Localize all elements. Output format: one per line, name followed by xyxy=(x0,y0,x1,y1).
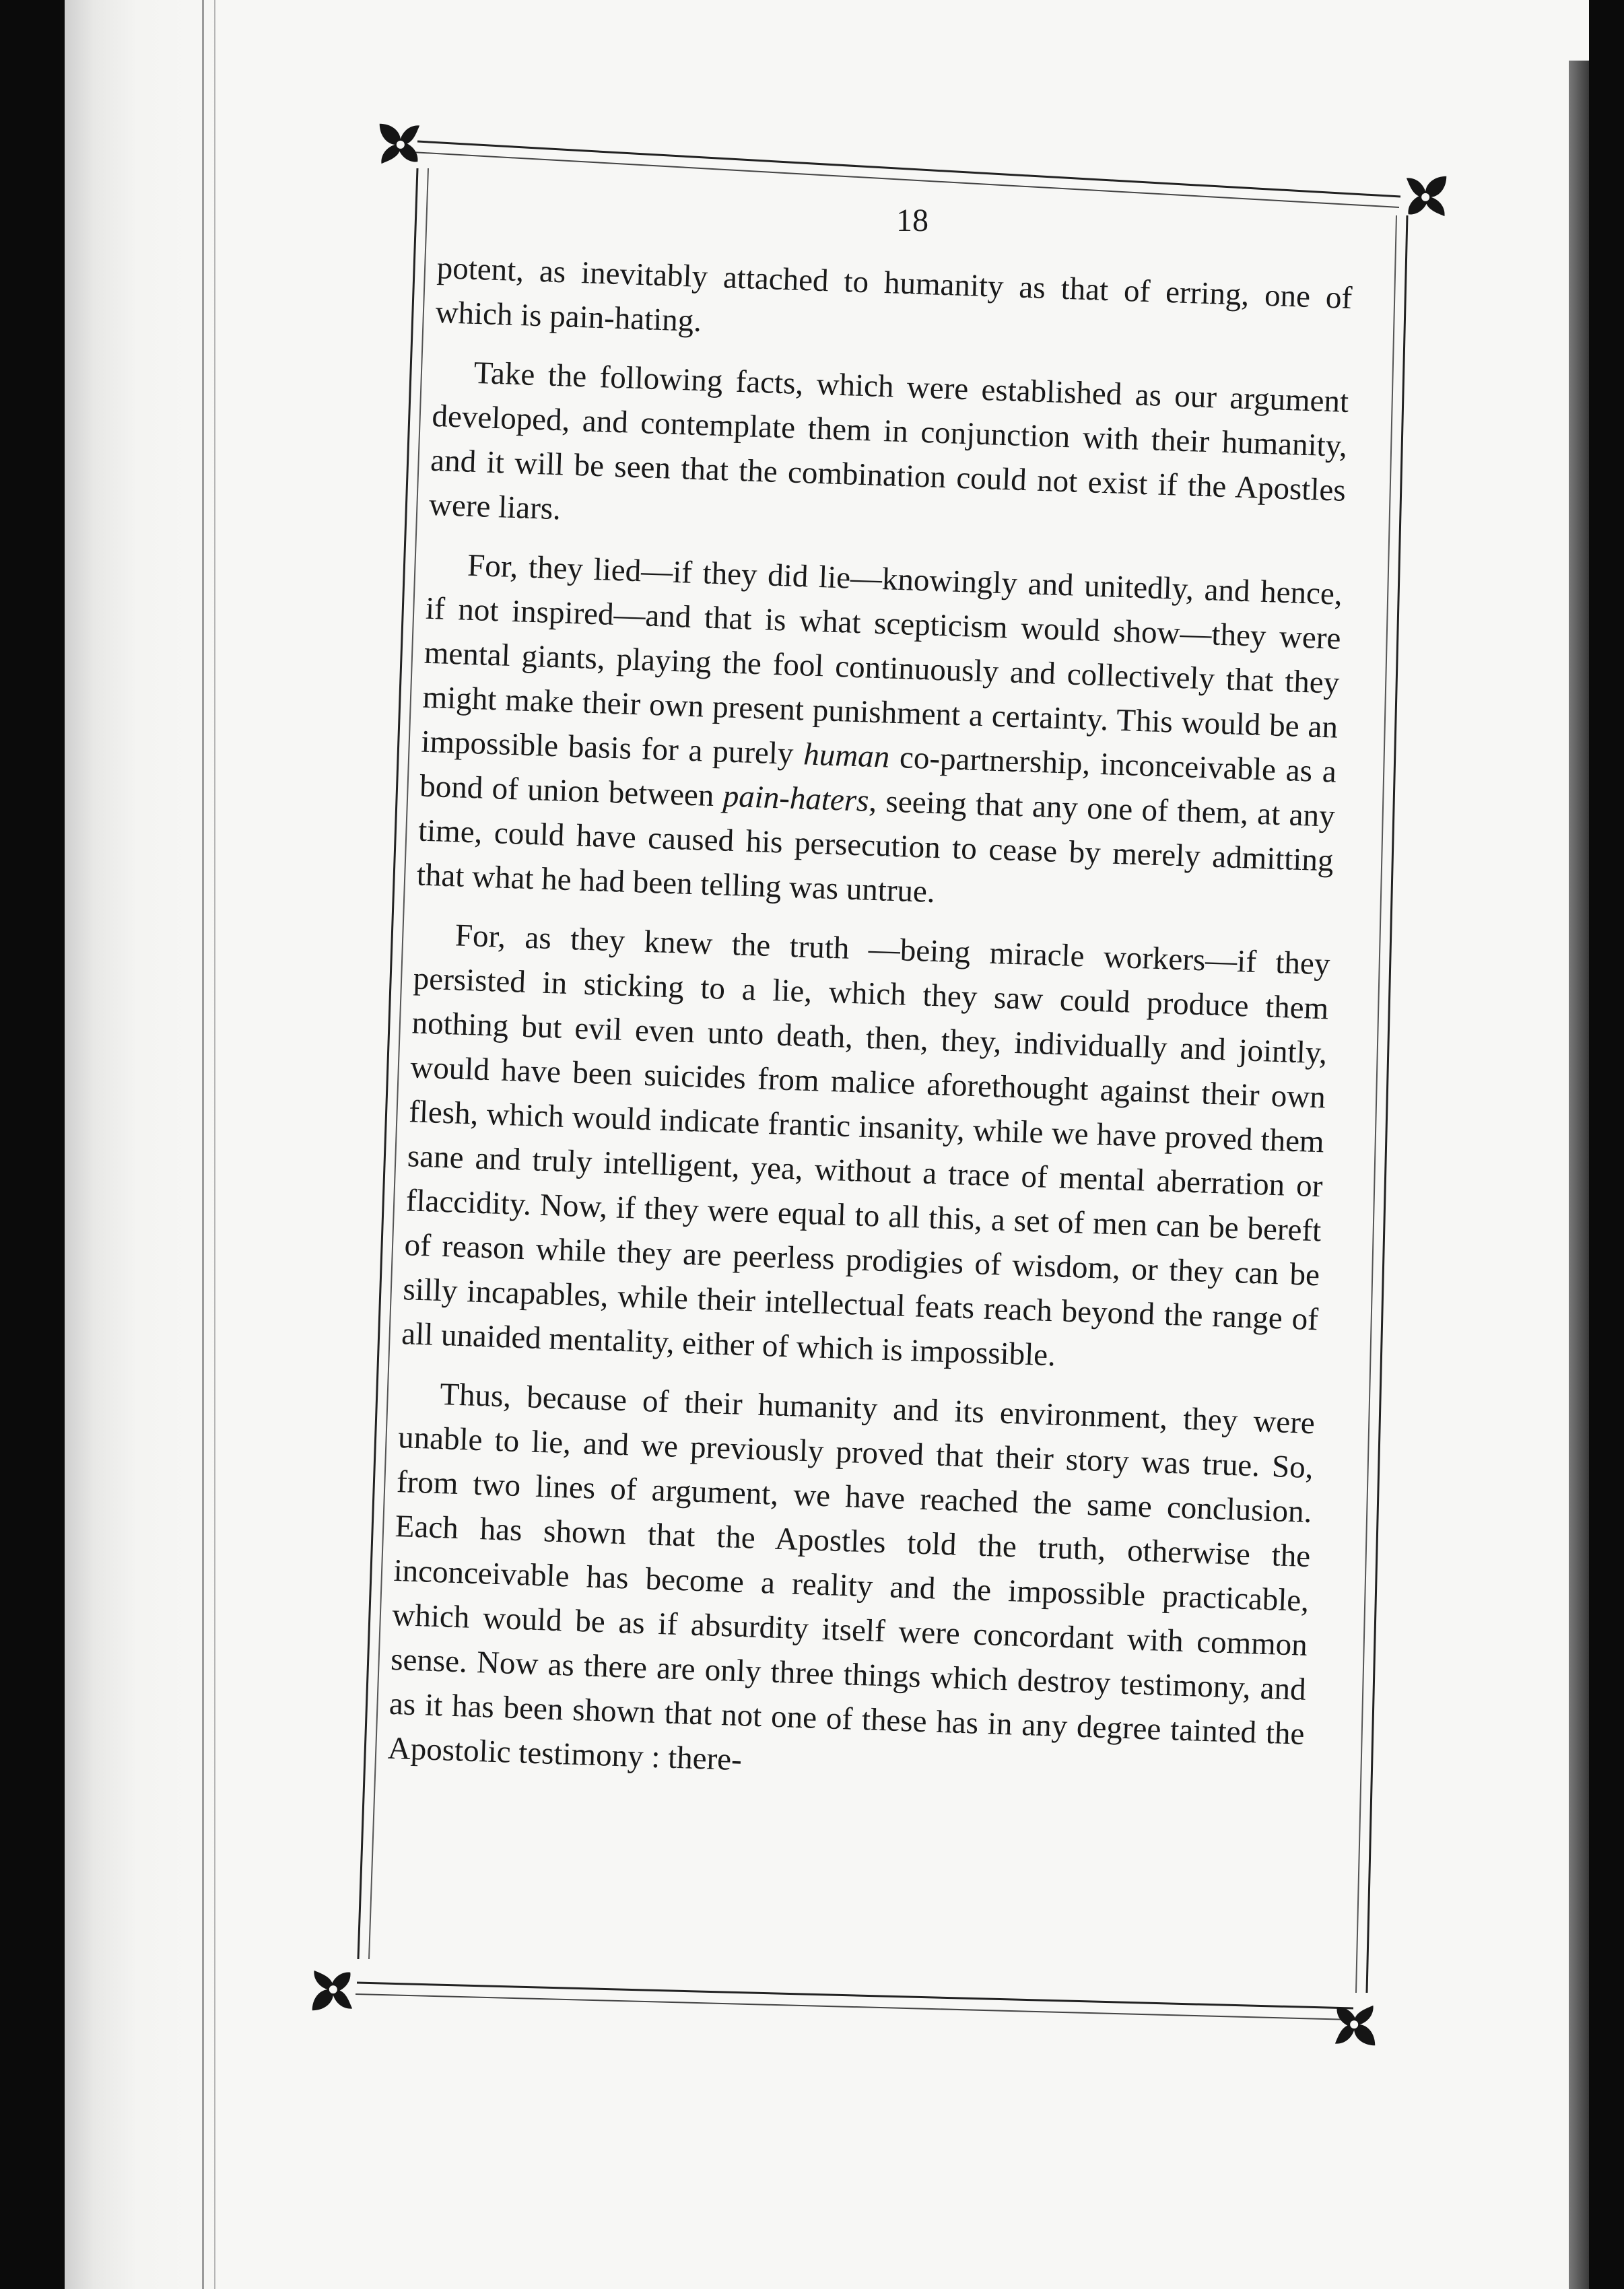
paragraph xyxy=(428,349,1349,557)
text-run: potent, as inevitably attached to humanity as that of erring, one of which is pain-hating. xyxy=(434,250,1353,339)
text-run: co-partnership, inconceivable as a bond of union between xyxy=(419,739,1337,814)
paragraph xyxy=(401,912,1330,1386)
text-run: , seeing that any one of them, at any time, could have caused his persecution to cease by merely admitting that what he had been telling was untrue. xyxy=(416,783,1336,910)
fleur-de-lis-ornament xyxy=(293,1953,369,2029)
fleur-de-lis-ornament xyxy=(1389,157,1465,233)
italic-text: pain-haters xyxy=(722,778,870,819)
text-run: For, they lied—if they did lie—knowingly and unitedly, and hence, if not inspired—and that is what scepticism would show—they were mental giants, playing the fool continuously and collectively that they might make their own present punishment a certainty. This would be an impossible basis for a purely xyxy=(420,547,1343,772)
italic-text: human xyxy=(803,737,891,775)
paragraph xyxy=(387,1371,1316,1801)
page-number: 18 xyxy=(896,203,928,238)
text-run: For, as they knew the truth —being miracle workers—if they persisted in sticking to a lie, which they saw could produce them nothing but evil even unto death, then, they, individually and jointly, would have been suicides from malice aforethought against their own flesh, which would indicate frantic insanity, while we have proved them sane and truly intelligent, yea, without a trace of mental aberration or flaccidity. Now, if they were equal to all this, a set of men can be bereft of reason while they are peerless prodigies of wisdom, or they can be silly incapables, while their intellectual feats reach beyond the range of all unaided mentality, either of which is impossible. xyxy=(401,918,1331,1373)
text-run: Take the following facts, which were established as our argument developed, and contemplate them in conjunction with their humanity, and it will be seen that the combination could not exist if the Apostles were liars. xyxy=(428,355,1349,527)
paragraph xyxy=(416,542,1343,928)
text-run: Thus, because of their humanity and its environment, they were unable to lie, and we previously proved that their story was true. So, from two lines of argument, we have reached the same conclusion. Each has shown that the Apostles told the truth, otherwise the inconceivable has become a reality and the impossible practicable, which would be as if absurdity itself were concordant with common sense. Now as there are only three things which destroy testimony, and as it has been shown that not one of these has in any degree tainted the Apostolic testimony : there- xyxy=(387,1377,1316,1778)
fleur-de-lis-ornament xyxy=(1318,1988,1394,2064)
body-text xyxy=(386,246,1353,1816)
